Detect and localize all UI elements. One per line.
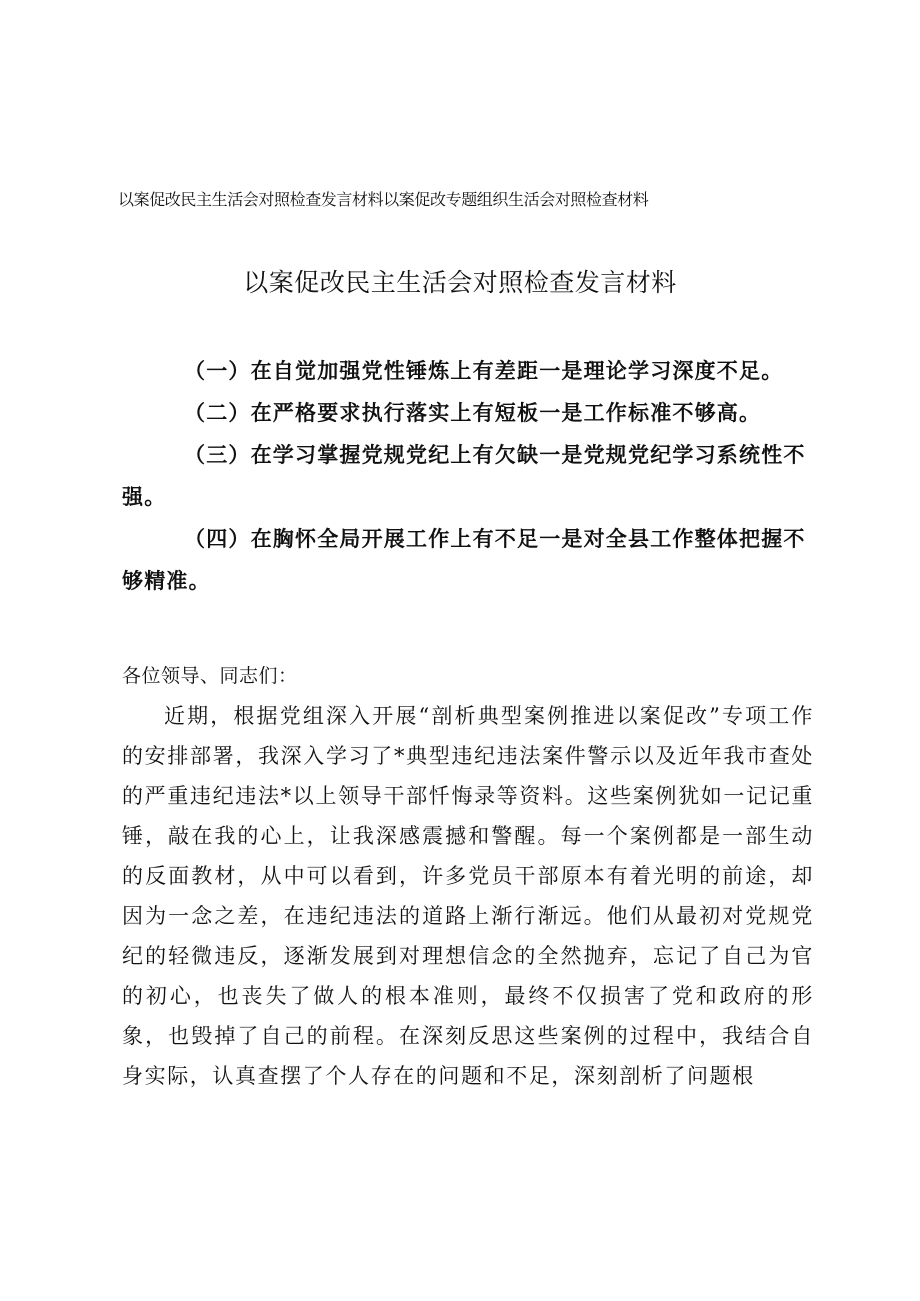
outline-item-1: （一）在自觉加强党性锤炼上有差距一是理论学习深度不足。 (184, 358, 784, 383)
outline-list (122, 350, 814, 602)
outline-item-4: （四）在胸怀全局开展工作上有不足一是对全县工作整体把握不够精准。 (122, 526, 806, 593)
body-paragraph: 近期，根据党组深入开展“剖析典型案例推进以案促改”专项工作的安排部署，我深入学习了*典型违纪违法案件警示以及近年我市查处的严重违纪违法*以上领导干部忏悔录等资料。这些案例犹如一记记重锤，敲在我的心上，让我深感震撼和警醒。每一个案例都是一部生动的反面教材，从中可以看到，许多党员干部原本有着光明的前途，却因为一念之差，在违纪违法的道路上渐行渐远。他们从最初对党规党纪的轻微违反，逐渐发展到对理想信念的全然抛弃，忘记了自己为官的初心，也丧失了做人的根本准则，最终不仅损害了党和政府的形象，也毁掉了自己的前程。在深刻反思这些案例的过程中，我结合自身实际，认真查摆了个人存在的问题和不足，深刻剖析了问题根 (122, 704, 814, 1088)
body-text (122, 656, 814, 1096)
outline-item-2: （二）在严格要求执行落实上有短板一是工作标准不够高。 (184, 400, 762, 425)
document-header: 以案促改民主生活会对照检查发言材料以案促改专题组织生活会对照检查材料 (118, 190, 649, 209)
page-title: 以案促改民主生活会对照检查发言材料 (243, 268, 677, 297)
salutation: 各位领导、同志们： (122, 665, 298, 687)
outline-item-3: （三）在学习掌握党规党纪上有欠缺一是党规党纪学习系统性不强。 (122, 442, 806, 509)
